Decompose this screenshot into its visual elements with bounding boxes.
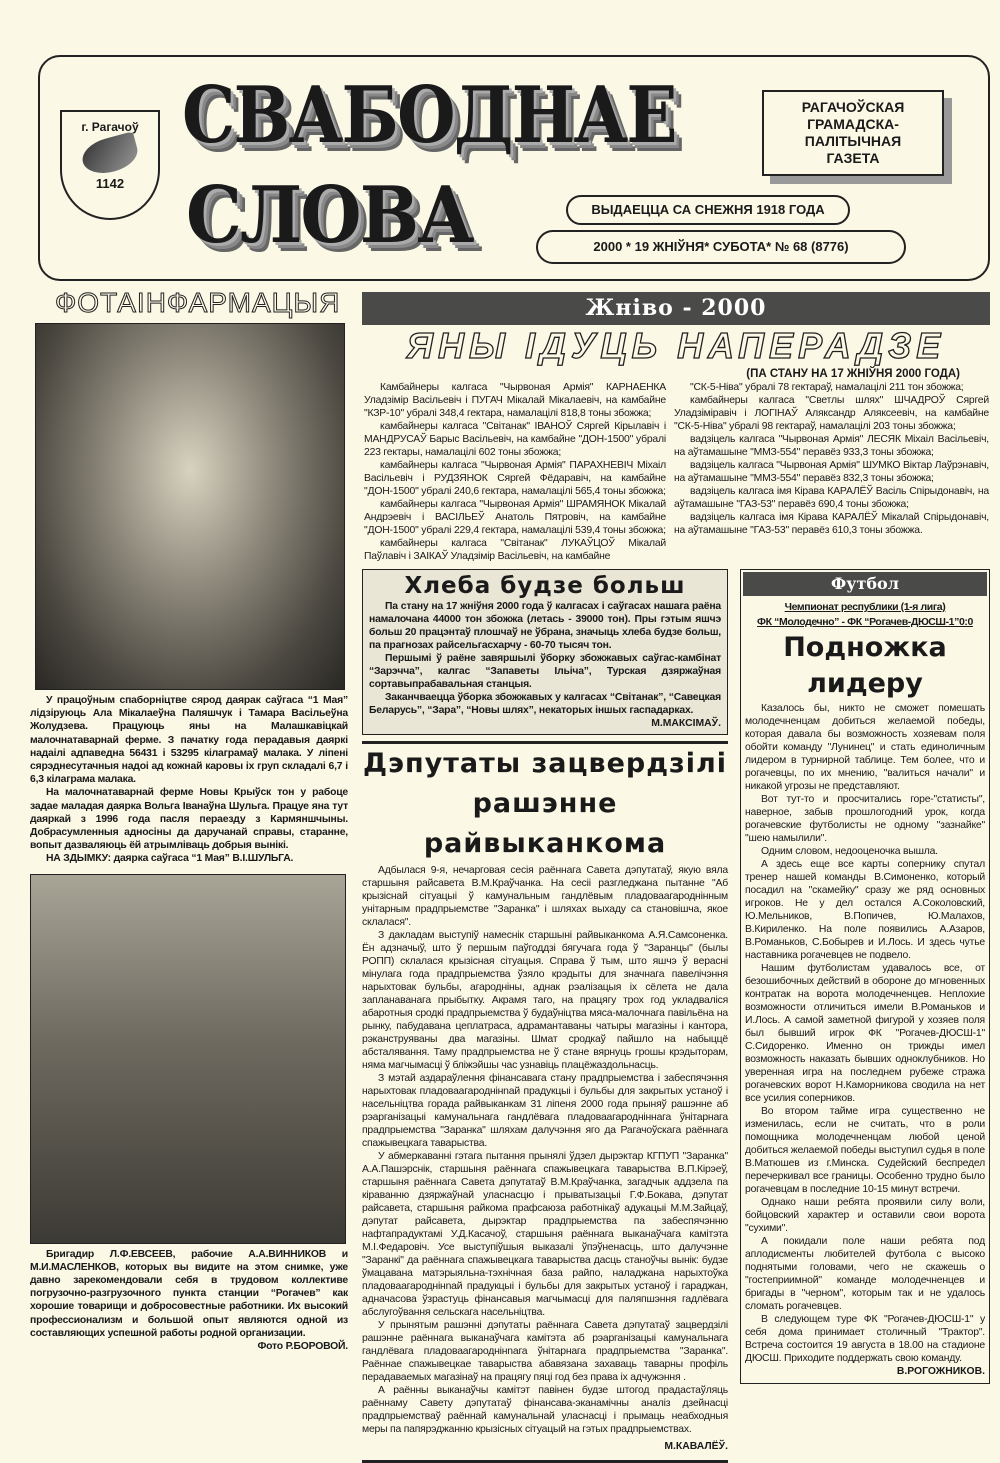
lower-section	[362, 569, 990, 1463]
newspaper-title-line2: СЛОВА	[186, 170, 473, 261]
football-title-line2: лидеру	[807, 668, 923, 699]
paragraph: У працоўным спаборніцтве сярод даярак саўгаса “1 Мая” лідзіруюць Ала Мікалаеўна Паляшчук і Тамара Васільеўна Жолудзева. Працуюць яны на Малашкавіцкай малочнатаварнай ферме. З пачатку года перадавыя даяркі надаілі адпаведна 56431 і 53295 кілаграмаў малака. У ліпені сярэднесутачныя надоі ад кожнай каровы іх груп складалі 6,7 і 6,3 кілаграма малака.	[30, 695, 348, 786]
paragraph: НА ЗДЫМКУ: даярка саўгаса “1 Мая” В.І.ШУЛЬГА.	[46, 853, 294, 865]
paragraph: камбайнеры калгаса "Світанак" ІВАНОЎ Сяргей Кірылавіч і МАНДРУСАЎ Барыс Васільевіч, на камбайне "ДОН-1500" убралі 223 гектары, намалацілі 602 тоны збожжа;	[364, 421, 666, 458]
photo-caption-2	[30, 1248, 348, 1354]
football-banner: Футбол	[743, 572, 987, 596]
paragraph: Казалось бы, никто не сможет помешать молодечненцам добиться желаемой победы, которая давала бы возможность хозяевам поля обойти команду "Лунинец" и стать единоличным лидером в турнирной таблице. Тем более, что и рогачевцы, по их мнению, "валиться начали" и никакой угрозы не представляют.	[745, 703, 985, 792]
newspaper-title-line1: СВАБОДНАЕ	[182, 70, 676, 161]
deputies-title-line1: Дэпутаты зацвердзілі	[362, 748, 728, 779]
harvest-headline: ЯНЫ ІДУЦЬ НАПЕРАДЗЕ	[406, 325, 946, 366]
photo-column	[30, 286, 348, 1354]
paragraph: Бригадир Л.Ф.ЕВСЕЕВ, рабочие А.А.ВИННИКОВ и М.И.МАСЛЕНКОВ, которых вы видите на этом снимке, уже давно зарекомендовали себя в трудовом коллективе погрузочно-разгрузочного пункта станции “Рогачев” как хорошие товарищи и добросовестные работники. Их высокий профессионализм и большой опыт являются одной из составляющих успешной работы родной организации.	[30, 1248, 348, 1339]
horn-icon	[79, 131, 142, 178]
paragraph: У прынятым рашэнні дэпутаты раённага Савета дэпутатаў зацвердзілі рашэнне раённага выканаўчага камітэта аб рэарганізацыі камунальнага гандлёвага пладоваагароднінnага ўнітарнага прадпрыемства "Заранка". Раённае спажывецкае таварыства абавязана захаваць таварны профіль перадаваемых магазінаў на працягу пяці год без права іх адчужэння .	[362, 1320, 728, 1383]
paragraph: камбайнеры калгаса "Чырвоная Армія" ПАРАХНЕВІЧ Міхаіл Васільевіч і РУДЗЯНОК Сяргей Фёдаравіч, на камбайне "ДОН-1500" убралі 240,6 гектара, намалацілі 565,4 тоны збожжа;	[364, 460, 666, 497]
paragraph: Одним словом, недооценочка вышла.	[761, 846, 938, 857]
subtitle-line: ПАЛІТЫЧНАЯ	[804, 133, 902, 149]
issue-info: 2000 * 19 ЖНІЎНЯ* СУБОТА* № 68 (8776)	[536, 230, 906, 264]
main-columns	[362, 292, 990, 1463]
paragraph: камбайнеры калгаса "Светлы шлях" ШЧАДРОЎ Сяргей Уладзіміравіч і ЛОГІНАЎ Аляксандр Аляксеевіч, на камбайне "СК-5-Ніва" убралі 98 гектараў, намалацілі 203 тоны збожжа;	[674, 395, 989, 432]
paragraph: А здесь еще все карты сопернику спутал тренер нашей команды В.Симоненко, который посадил на "скамейку" сразу же ряд основных игроков. Не у дел остался А.Соколовский, Ю.Мельников, В.Попичев, Ю.Малахов, В.Кириленко. На поле появились А.Азаров, В.Романьков, С.Бобырев и И.Лось. И здесь чутье наставника рогачевцев не подвело.	[745, 859, 985, 961]
paragraph: Па стану на 17 жніўня 2000 года ў калгасах і саўгасах нашага раёна намалочана 44000 тон збожжа (летась - 39000 тон). Пры гэтым яшчэ больш 20 працэнтаў плошчаў не ўбрана, значыць хлеба будзе больш, па прагнозах райсельгасхарчу - 60-70 тысяч тон.	[369, 601, 721, 651]
paragraph: Адбылася 9-я, нечарговая сесія раённага Савета дэпутатаў, якую вяла старшыня райсавета В.М.Краўчанка. На сесіі разгледжана пытанне "Аб крызіснай сітуацыі ў камунальным гандлёвым пладоваагароднінным унітарным прадпрыемстве "Заранка" і шляхах выхаду са становішча, якое склалася".	[362, 865, 728, 928]
paragraph: "СК-5-Ніва" убралі 78 гектараў, намалацілі 211 тон збожжа;	[690, 382, 964, 393]
paragraph: Заканчваецца ўборка збожжавых у калгасах “Світанак”, “Савецкая Беларусь”, “Зара”, “Новы шлях”, некаторых іншых гаспадарках.	[369, 692, 721, 716]
paragraph: А покидали поле наши ребята под аплодисменты любителей футбола с высоко поднятыми головами, чего не скажешь о "гостеприимной" команде молодечненцев и бригады в "черном", которым так и не удалось сломать рогачевцев.	[745, 1236, 985, 1312]
deputies-author: М.КАВАЛЁЎ.	[664, 1441, 728, 1452]
since-label: ВЫДАЕЦЦА СА СНЕЖНЯ 1918 ГОДА	[566, 195, 850, 225]
paragraph: Во втором тайме игра существенно не изменилась, если не считать, что в роли помощника молодечненцам любой ценой добиться желаемой победы выступил судья в поле В.Матюшев из г.Минска. Судейский беспредел перечеркивал все границы. Особенно трудно было рогачевцам в последние 10-15 минут встречи.	[745, 1106, 985, 1195]
harvest-column-2	[674, 381, 989, 563]
football-article	[740, 569, 990, 1384]
football-author: В.РОГОЖНИКОВ.	[896, 1366, 985, 1377]
bread-article	[362, 569, 728, 735]
harvest-banner: Жніво - 2000	[362, 292, 990, 325]
deputies-article	[362, 744, 728, 1454]
paragraph: Камбайнеры калгаса "Чырвоная Армія" КАРНАЕНКА Уладзімір Васільевіч і ПУГАЧ Мікалай Мікалаевіч, на камбайне "КЗР-10" убралі 348,4 гектара, намалацілі 818,8 тоны збожжа;	[364, 382, 666, 419]
crest-city: г. Рагачоў	[81, 120, 139, 134]
photo-credit: Фото Р.БОРОВОЙ.	[257, 1341, 348, 1353]
paragraph: вадзіцель калгаса імя Кірава КАРАЛЁЎ Мікалай Спірыдонавіч, на аўтамашыне "ГАЗ-53" перавёз 610,3 тоны збожжа.	[674, 512, 989, 536]
bread-body	[369, 600, 721, 717]
subtitle-line: ГРАМАДСКА-	[807, 116, 899, 132]
paragraph: Нашим футболистам удавалось все, от безошибочных действий в обороне до мгновенных контратак на ворота молодечненцев. Неплохие возможности отличиться имели В.Романьков и И.Лось. А самой заметной фигурой у хозяев поля был бывший игрок ФК "Рогачев-ДЮСШ-1" С.Сидоренко. Именно он трижды имел возможность наказать бывших одноклубников. Но уверенная игра на последнем рубеже стража рогачевских ворот Н.Каморникова сводила на нет все усилия соперников.	[745, 963, 985, 1104]
paragraph: У абмеркаванні гэтага пытання прынялі ўдзел дырэктар КГПУП "Заранка" А.А.Пашэрснік, старшыня раённага спажывецкага таварыства В.П.Кірэеў, старшыня раённага Савета дэпутатаў В.М.Краўчанка, загадчык аддзела па кіраванню дзяржаўнай уласнасцю і прыватызацыі Г.Ф.Бокава, дэпутат райсавета, старшыня райкома прафсаюза работнікаў адукацыі М.М.Зайцаў, дэпутат райсавета, дырэктар прадпрыемства па забеспячэнню нафтапрадуктамі У.Д.Касачоў, старшыня раённага выканаўчага камітэта М.І.Федаровіч. Усе выступіўшыя выказалі ўпэўненасць, што далучэнне "Заранкі" да раённага спажывецкага таварыства дасць станоўчы вынік: будзе ўмацавана матэрыяльна-тэхнічная база райпо, наладжана нарыхтоўка пладоваагароднінnай прадукцыі і бульбы для закрытых устаноў і гараджан, адначасова ўзрастуць фінансавыя магчымасці для паляпшэння гадлёвага абслугоўвання сельскага насельніцтва.	[362, 1151, 728, 1318]
harvest-column-1	[364, 381, 666, 563]
crest-year: 1142	[95, 176, 125, 191]
harvest-subhead: (ПА СТАНУ НА 17 ЖНІЎНЯ 2000 ГОДА)	[746, 368, 960, 380]
deputies-title-line2: рашэнне райвыканкома	[423, 788, 667, 859]
paragraph: На малочнатаварнай ферме Новы Крыўск тон у рабоце задае маладая даярка Вольга Іванаўна Шульга. Працуе яна тут даяркай з 1996 года пасля пераезду з Кармяншчыны. Добрасумленныя адносіны да даручанай справы, старанне, вопыт дазваляюць ёй атрымліваць добрыя вынікі.	[30, 787, 348, 852]
paragraph: камбайнеры калгаса "Світанак" ЛУКАЎЦОЎ Мікалай Паўлавіч і ЗАІКАЎ Уладзімір Васільевіч, на камбайне	[364, 538, 666, 562]
photo-caption-1	[30, 694, 348, 866]
photo-milkmaid	[35, 323, 345, 690]
bread-title: Хлеба будзе больш	[404, 573, 686, 599]
football-league: Чемпионат республики (1-я лига)	[784, 601, 946, 613]
paragraph: Однако наши ребята проявили силу воли, бойцовский характер и оставили свои ворота "сухими".	[745, 1197, 985, 1234]
paragraph: вадзіцель калгаса імя Кірава КАРАЛЁЎ Васіль Спірыдонавіч, на аўтамашыне "ГАЗ-53" перавёз 690,4 тоны збожжа;	[674, 486, 989, 510]
newspaper-subtitle	[762, 90, 944, 176]
paragraph: А раённы выканаўчы камітэт павінен будзе штогод прадастаўляць раённаму Савету дэпутатаў фінансава-эканамічны аналіз дзейнасці прадпрыемстваў раённай камунальнай уласнасці і прымаць неабходныя меры па папярэджанню крызісных сітуацый на гэтых прадпрыемствах.	[362, 1385, 728, 1435]
paragraph: З дакладам выступіў намеснік старшыні райвыканкома А.Я.Самсоненка. Ён адзначыў, што ў першым паўгоддзі бягучага года ў "Заранцы" (былы РОПП) склалася крызісная сітуацыя. Справа ў тым, што яшчэ ў верасні мінулага года прадпрыемства ўзяло крэдыты для значнага павелічэння нарыхтовак бульбы, агародніны, аднак рэалізацыя іх сёлета не дала запланаванага прыбытку. Акрамя таго, на працягу трох год укладваліся абаротныя сродкі прадпрыемства ў будаўніцтва мяса-малочнага павільёна на рынку, пабудавана цеплатраса, адрамантаваны чатыры магазіны і кантора, рэканструяваны два магазіны. Шмат сродкаў пайшло на набыццё абсталявання. Таму прадпрыемства не ў стане вярнуць грошы крэдыторам, няма магчымасці ў бліжэйшы час узнавіць плацёжаздольнасць.	[362, 930, 728, 1071]
paragraph: Вот тут-то и просчитались горе-"статисты", наверное, забыв прошлогодний урок, когда рогачевские футболисты не одному "зазнайке" "шею намылили".	[745, 794, 985, 844]
subtitle-line: ГАЗЕТА	[826, 150, 880, 166]
subtitle-line: РАГАЧОЎСКАЯ	[801, 99, 905, 115]
bread-author: М.МАКСІМАЎ.	[651, 718, 721, 729]
city-crest	[60, 110, 160, 220]
paragraph: вадзіцель калгаса "Чырвоная Армія" ЛЕСЯК Міхаіл Васільевіч, на аўтамашыне "ММЗ-554" перавёз 933,3 тоны збожжа;	[674, 434, 989, 458]
paragraph: З мэтай аздараўлення фінансавага стану прадпрыемства і забеспячэння нарыхтовак пладоваагароднінnай прадукцыі і бульбы для закрытых устаноў і насельніцтва горада райвыканкам 31 ліпеня 2000 года прыняў рашэнне аб рэарганізацыі камунальнага гандлёвага пладоваагародніннага ўнітарнага прадпрыемства "Заранка" шляхам далучэння яго да Рагачоўскага раённага спажывецкага таварыства.	[362, 1073, 728, 1149]
harvest-columns	[362, 381, 990, 563]
deputies-body	[362, 864, 728, 1436]
paragraph: В следующем туре ФК "Рогачев-ДЮСШ-1" у себя дома принимает столичный "Трактор". Встреча состоится 19 августа в 18.00 на стадионе ДЮСШ. Приходите поддержать свою команду.	[745, 1314, 985, 1364]
football-match-score: ФК “Молодечно” - ФК “Рогачев-ДЮСШ-1”0:0	[757, 616, 973, 628]
caption-text	[30, 1248, 348, 1340]
section-heading-photo: ФОТАІНФАРМАЦЫЯ	[55, 287, 341, 318]
center-column	[362, 569, 728, 1463]
paragraph: камбайнеры калгаса "Чырвоная Армія" ШРАМЯНОК Мікалай Андрэевіч і ВАСІЛЬЕЎ Анатоль Пятровіч, на камбайне "ДОН-1500" убралі 229,4 гектара, намалацілі 539,4 тоны збожжа;	[364, 499, 666, 536]
paragraph: вадзіцель калгаса "Чырвоная Армія" ШУМКО Віктар Лаўрэнавіч, на аўтамашыне "ММЗ-554" перавёз 832,3 тоны збожжа;	[674, 460, 989, 484]
football-title-line1: Подножка	[783, 632, 947, 663]
photo-workers	[30, 874, 346, 1244]
football-body	[745, 702, 985, 1365]
paragraph: Першымі ў раёне завяршылі ўборку збожжавых саўгас-камбінат “Зарэчча”, калгас “Запаветы Ільіча”, Турская дзяржаўная сортавыпрабавальная станцыя.	[369, 653, 721, 690]
